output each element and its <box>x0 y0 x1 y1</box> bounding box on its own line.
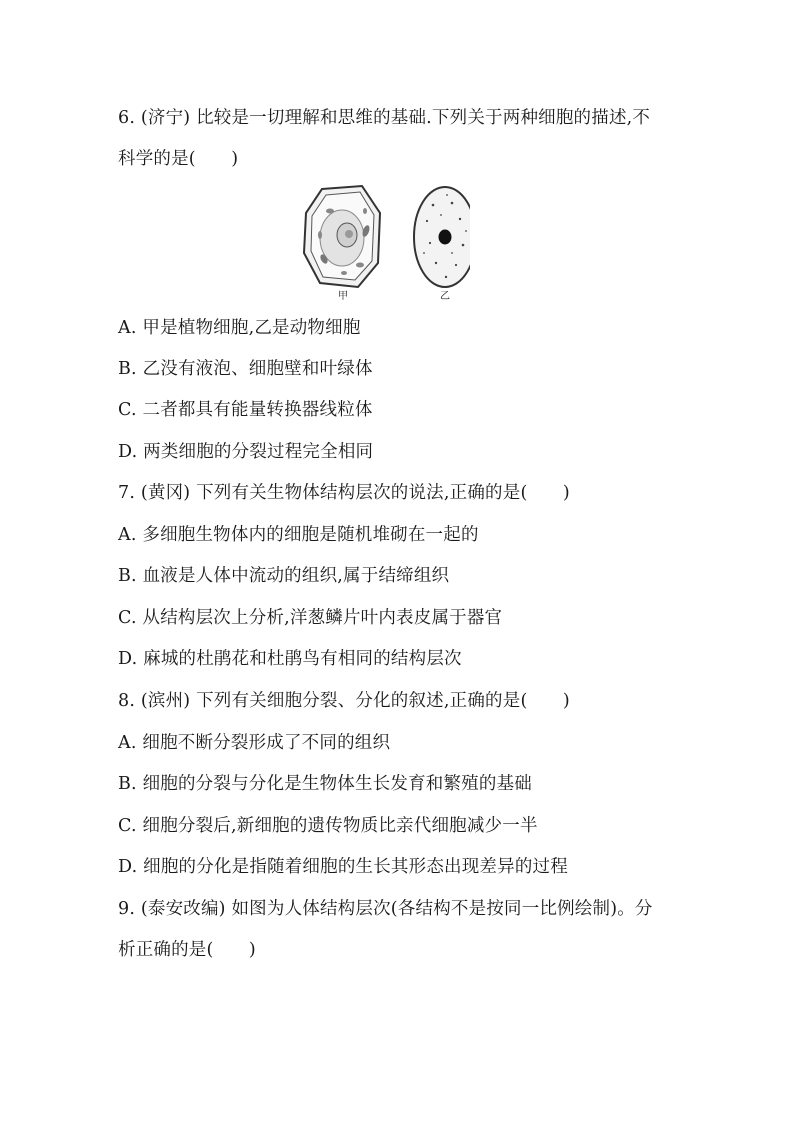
q9-stem-line-2: 析正确的是( ) <box>118 940 256 960</box>
q6-option-a: A. 甲是植物细胞,乙是动物细胞 <box>118 318 361 338</box>
q8-option-c: C. 细胞分裂后,新细胞的遗传物质比亲代细胞减少一半 <box>118 816 538 836</box>
animal-cell-diagram <box>414 187 470 287</box>
q7-option-c: C. 从结构层次上分析,洋葱鳞片叶内表皮属于器官 <box>118 608 503 628</box>
q9-stem-line-1: 9. (泰安改编) 如图为人体结构层次(各结构不是按同一比例绘制)。分 <box>118 899 653 919</box>
q6-stem-line-2: 科学的是( ) <box>118 149 239 169</box>
plant-cell-diagram <box>304 186 380 287</box>
q8-option-b: B. 细胞的分裂与分化是生物体生长发育和繁殖的基础 <box>118 774 532 794</box>
q8-stem: 8. (滨州) 下列有关细胞分裂、分化的叙述,正确的是( ) <box>118 691 570 711</box>
q8-option-a: A. 细胞不断分裂形成了不同的组织 <box>118 733 391 753</box>
q6-option-c: C. 二者都具有能量转换器线粒体 <box>118 400 373 420</box>
q8-option-d: D. 细胞的分化是指随着细胞的生长其形态出现差异的过程 <box>118 857 568 877</box>
q6-option-d: D. 两类细胞的分裂过程完全相同 <box>118 442 374 462</box>
animal-cell-label: 乙 <box>440 291 450 302</box>
q7-option-d: D. 麻城的杜鹃花和杜鹃鸟有相同的结构层次 <box>118 649 462 669</box>
q7-option-a: A. 多细胞生物体内的细胞是随机堆砌在一起的 <box>118 525 479 545</box>
q6-option-b: B. 乙没有液泡、细胞壁和叶绿体 <box>118 359 373 379</box>
q7-stem: 7. (黄冈) 下列有关生物体结构层次的说法,正确的是( ) <box>118 483 570 503</box>
q6-stem-line-1: 6. (济宁) 比较是一切理解和思维的基础.下列关于两种细胞的描述,不 <box>118 108 651 128</box>
q7-option-b: B. 血液是人体中流动的组织,属于结缔组织 <box>118 566 450 586</box>
cell-diagrams <box>300 183 470 305</box>
plant-cell-label: 甲 <box>338 291 348 302</box>
cell-comparison-figure <box>300 183 470 305</box>
